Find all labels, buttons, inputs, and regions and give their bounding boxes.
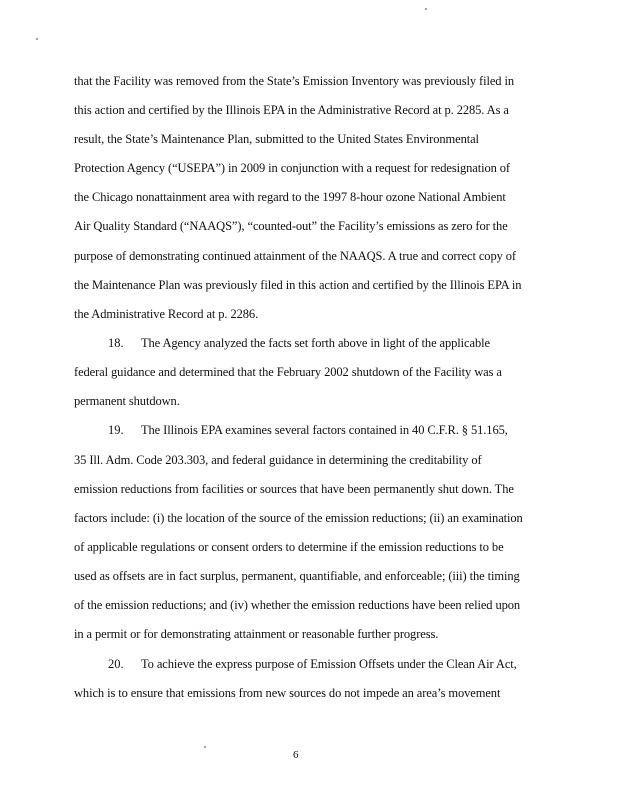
body-line: The Illinois EPA examines several factors contained in 40 C.F.R. § 51.165, bbox=[141, 423, 508, 437]
paragraph-number: 18. bbox=[108, 336, 124, 350]
page-number: 6 bbox=[293, 749, 299, 761]
body-line: of applicable regulations or consent orders to determine if the emission reductions to be bbox=[74, 540, 504, 554]
body-line: factors include: (i) the location of the source of the emission reductions; (ii) an examination bbox=[74, 511, 523, 525]
body-line: which is to ensure that emissions from new sources do not impede an area’s movement bbox=[74, 686, 501, 700]
body-line: used as offsets are in fact surplus, permanent, quantifiable, and enforceable; (iii) the timing bbox=[74, 569, 520, 583]
scan-speck bbox=[204, 746, 206, 748]
body-line: purpose of demonstrating continued attainment of the NAAQS. A true and correct copy of bbox=[74, 249, 516, 263]
body-line: Protection Agency (“USEPA”) in 2009 in conjunction with a request for redesignation of bbox=[74, 161, 510, 175]
body-line: Air Quality Standard (“NAAQS”), “counted-out” the Facility’s emissions as zero for the bbox=[74, 219, 508, 233]
paragraph-number: 19. bbox=[108, 423, 124, 437]
body-line: the Administrative Record at p. 2286. bbox=[74, 307, 259, 321]
body-line: the Maintenance Plan was previously filed in this action and certified by the Illinois EPA in bbox=[74, 278, 522, 292]
body-line: To achieve the express purpose of Emission Offsets under the Clean Air Act, bbox=[141, 657, 517, 671]
paragraph-number: 20. bbox=[108, 657, 124, 671]
body-line: that the Facility was removed from the State’s Emission Inventory was previously filed in bbox=[74, 74, 514, 88]
body-line: the Chicago nonattainment area with regard to the 1997 8-hour ozone National Ambient bbox=[74, 190, 506, 204]
body-line: The Agency analyzed the facts set forth above in light of the applicable bbox=[141, 336, 490, 350]
body-line: this action and certified by the Illinois EPA in the Administrative Record at p. 2285. As a bbox=[74, 103, 509, 117]
body-line: emission reductions from facilities or sources that have been permanently shut down. The bbox=[74, 482, 514, 496]
body-line: of the emission reductions; and (iv) whether the emission reductions have been relied upon bbox=[74, 598, 521, 612]
body-line: federal guidance and determined that the February 2002 shutdown of the Facility was a bbox=[74, 365, 502, 379]
body-line: 35 Ill. Adm. Code 203.303, and federal guidance in determining the creditability of bbox=[74, 453, 482, 467]
scan-speck bbox=[36, 38, 38, 40]
scan-speck bbox=[425, 8, 427, 10]
body-line: result, the State’s Maintenance Plan, submitted to the United States Environmental bbox=[74, 132, 479, 146]
body-line: in a permit or for demonstrating attainment or reasonable further progress. bbox=[74, 627, 439, 641]
body-line: permanent shutdown. bbox=[74, 394, 180, 408]
